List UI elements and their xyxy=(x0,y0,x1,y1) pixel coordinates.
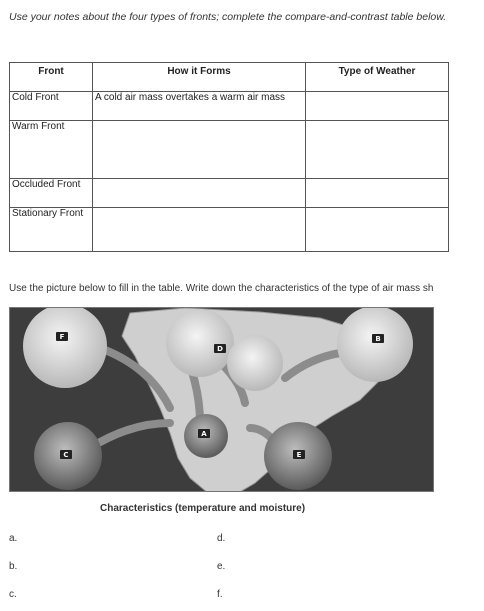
answer-e-label: e. xyxy=(217,561,226,572)
cell-type-of-weather[interactable] xyxy=(306,120,449,179)
cell-how-it-forms[interactable] xyxy=(93,179,306,207)
label-f: F xyxy=(59,333,65,341)
cell-how-it-forms[interactable]: A cold air mass overtakes a warm air mass xyxy=(93,92,306,120)
answer-d-label: d. xyxy=(217,533,226,544)
cell-type-of-weather[interactable] xyxy=(306,179,449,207)
label-b: B xyxy=(375,335,381,343)
table-header-row xyxy=(10,63,449,92)
table-row xyxy=(10,179,449,207)
header-type-of-weather: Type of Weather xyxy=(306,63,449,92)
header-how-it-forms: How it Forms xyxy=(93,63,306,92)
cell-how-it-forms[interactable] xyxy=(93,120,306,179)
label-d: D xyxy=(217,345,223,353)
cell-type-of-weather[interactable] xyxy=(306,207,449,252)
header-front: Front xyxy=(10,63,93,92)
cell-front: Occluded Front xyxy=(10,179,93,207)
cell-how-it-forms[interactable] xyxy=(93,207,306,252)
map-instructions: Use the picture below to fill in the table. Write down the characteristics of the type of air mass sh xyxy=(9,283,434,294)
cell-type-of-weather[interactable] xyxy=(306,92,449,120)
air-mass-b xyxy=(337,308,413,382)
air-mass-map xyxy=(9,307,434,492)
air-mass-center xyxy=(227,335,283,391)
cell-front: Warm Front xyxy=(10,120,93,179)
cell-front: Cold Front xyxy=(10,92,93,120)
label-c: C xyxy=(63,451,69,459)
answer-f-label: f. xyxy=(217,589,223,600)
table-row xyxy=(10,120,449,179)
cell-front: Stationary Front xyxy=(10,207,93,252)
answer-c-label: c. xyxy=(9,589,17,600)
air-mass-map-figure xyxy=(10,308,434,492)
table-row xyxy=(10,92,449,120)
table-row xyxy=(10,207,449,252)
answer-b-label: b. xyxy=(9,561,18,572)
answer-a-label: a. xyxy=(9,533,18,544)
air-mass-d xyxy=(166,309,234,377)
label-a: A xyxy=(201,430,207,438)
fronts-table xyxy=(9,62,449,252)
table-instructions: Use your notes about the four types of fronts; complete the compare-and-contrast table below. xyxy=(9,11,447,23)
characteristics-heading: Characteristics (temperature and moisture) xyxy=(100,503,306,514)
label-e: E xyxy=(296,451,302,459)
